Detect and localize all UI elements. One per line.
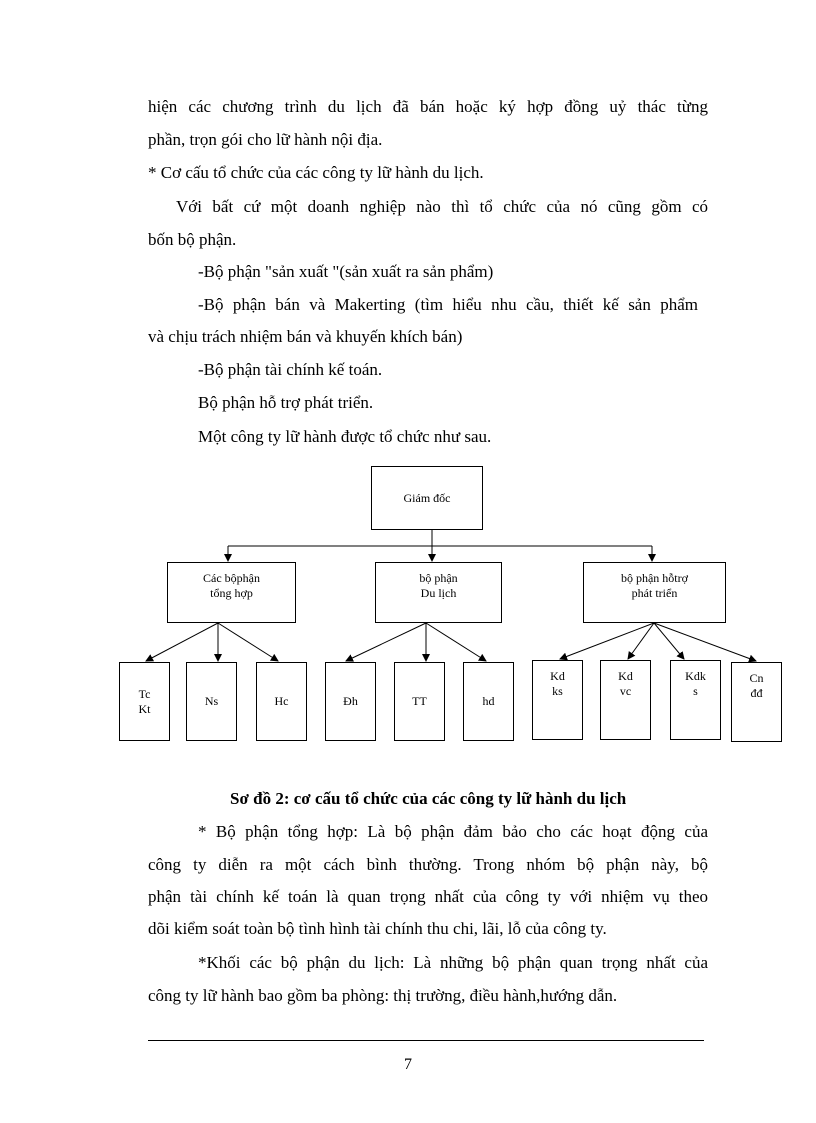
- org-box-label: hd: [482, 694, 495, 708]
- org-box-hc: [256, 662, 307, 741]
- text-line: dõi kiểm soát toàn bộ tình hình tài chính thu chi, lãi, lỗ của công ty.: [148, 919, 607, 938]
- org-box-label: Đh: [343, 694, 358, 708]
- text-line: Với bất cứ một doanh nghiệp nào thì tổ chức của nó cũng gồm có: [176, 197, 708, 216]
- org-box-kdvc: [600, 660, 651, 740]
- connector-to-dh: [346, 623, 426, 661]
- org-box-label: Tc: [138, 686, 151, 701]
- section-heading: * Cơ cấu tổ chức của các công ty lữ hành du lịch.: [148, 163, 484, 182]
- text-line: công ty diễn ra một cách bình thường. Trong nhóm bộ phận này, bộ: [148, 855, 708, 874]
- org-box-label: Kdk: [685, 669, 706, 683]
- org-box-label: Hc: [274, 694, 289, 708]
- text-line: bốn bộ phận.: [148, 230, 237, 249]
- footer-rule: [148, 1040, 704, 1041]
- org-box-director: [371, 466, 483, 530]
- org-box-kdks: [532, 660, 583, 740]
- org-box-label: đđ: [750, 686, 763, 700]
- text-line: phận tài chính kế toán là quan trọng nhất của công ty với nhiệm vụ theo: [148, 887, 708, 906]
- connector-to-hd: [426, 623, 486, 661]
- connector-to-kdks: [560, 623, 654, 659]
- org-box-cndd: [731, 662, 782, 742]
- org-box-label: phát triển: [631, 586, 678, 600]
- diagram-caption: Sơ đồ 2: cơ cấu tổ chức của các công ty lữ hành du lịch: [230, 789, 627, 808]
- org-box-label: Du lịch: [420, 586, 457, 600]
- text-line: hiện các chương trình du lịch đã bán hoặc ký hợp đồng uỷ thác từng: [148, 97, 708, 116]
- org-box-dh: [325, 662, 376, 741]
- org-box-label: ks: [552, 684, 563, 698]
- text-line: Một công ty lữ hành được tổ chức như sau.: [198, 427, 492, 446]
- org-box-tourism-dept: [375, 562, 502, 623]
- org-box-label: Giám đốc: [403, 490, 451, 505]
- list-item: -Bộ phận bán và Makerting (tìm hiểu nhu cầu, thiết kế sản phẩm: [198, 295, 698, 314]
- org-box-label: TT: [412, 694, 427, 708]
- org-box-label: vc: [619, 684, 632, 698]
- text-line: * Bộ phận tổng hợp: Là bộ phận đảm bảo cho các hoạt động của: [198, 822, 708, 841]
- text-line: công ty lữ hành bao gồm ba phòng: thị trường, điều hành,hướng dẫn.: [148, 986, 618, 1005]
- org-box-hd: [463, 662, 514, 741]
- list-item: -Bộ phận tài chính kế toán.: [198, 360, 383, 379]
- org-box-label: bộ phận hỗtrợ: [620, 571, 688, 585]
- org-box-tckt: [119, 662, 170, 741]
- list-item: Bộ phận hỗ trợ phát triển.: [198, 393, 374, 412]
- org-box-tt: [394, 662, 445, 741]
- page-number: 7: [404, 1056, 412, 1073]
- org-box-support-dept: [583, 562, 726, 623]
- org-box-label: Các bộphận: [203, 571, 260, 585]
- org-box-label: Kd: [618, 669, 633, 683]
- list-item: -Bộ phận "sản xuất "(sản xuất ra sản phẩm): [198, 262, 494, 281]
- text-line: và chịu trách nhiệm bán và khuyến khích bán): [148, 327, 463, 346]
- org-box-general-dept: [167, 562, 296, 623]
- org-box-label: Kt: [138, 701, 151, 716]
- org-box-ns: [186, 662, 237, 741]
- text-line: phần, trọn gói cho lữ hành nội địa.: [148, 130, 383, 149]
- text-line: *Khối các bộ phận du lịch: Là những bộ phận quan trọng nhất của: [198, 953, 708, 972]
- org-box-kdks-2: [670, 660, 721, 740]
- connector-to-tckt: [146, 623, 218, 661]
- org-box-label: tổng hợp: [210, 586, 253, 600]
- org-box-label: s: [693, 684, 698, 698]
- org-box-label: Ns: [204, 694, 219, 708]
- org-box-label: Kd: [550, 669, 565, 683]
- org-box-label: bộ phận: [419, 571, 458, 585]
- org-box-label: Cn: [749, 671, 764, 685]
- connector-to-hc: [218, 623, 278, 661]
